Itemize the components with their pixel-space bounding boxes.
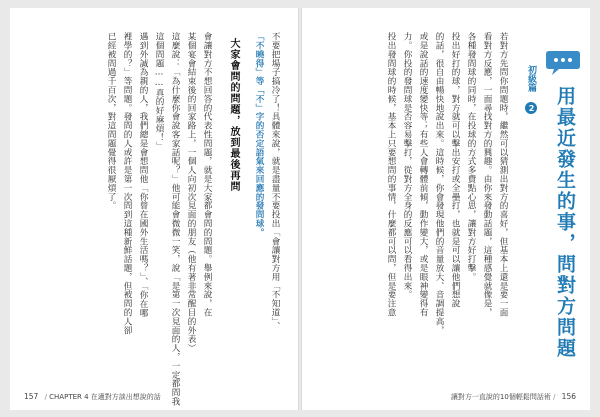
body-column-highlight: 「不曉得」等「不」字的否定語氣來回應的發問球。 [254, 32, 264, 237]
body-column: 這個問題……真的好麻煩！」 [154, 32, 164, 151]
body-column: 這麼說：「為什麼你會說客家話呢？」他可能會微微一笑，說「是第一次見面的人，一定都問我 [170, 32, 180, 406]
level-label: 初級篇 [526, 65, 536, 92]
page-footer [451, 392, 580, 402]
footer-chapter-title: 在適對方談出想說的話 [90, 393, 161, 401]
section-heading: 大家會問的問題，放到最後再問 [228, 38, 239, 192]
body-column: 某個宴會結束後的回家路上，一個人向初次見面的朋友（他有著非常醒目的外表） [186, 32, 196, 353]
chapter-title: 用最近發生的事，問對方問題 [554, 86, 576, 359]
footer-book-title: 讓對方一直說的10個輕鬆問話術 [450, 393, 551, 401]
body-column: 遇到外誠為親的人，我們總是會想問他「你曾在國外生活嗎？」、「你在哪 [138, 32, 148, 318]
level-badge [524, 65, 538, 114]
body-column: 不要把場子搞冷了！具體來說，就是盡量不要投出「會讓對方用「不知道」、 [270, 32, 280, 331]
body-column: 力。你投的發問球是否容易擊打，從對方全身的反應可以看得出來。 [402, 32, 412, 299]
footer-chapter: CHAPTER 4 [49, 393, 89, 401]
chapter-title-block [547, 86, 583, 359]
body-column: 投出發問球的時候，基本上只要想問的事情，什麼都可以問，但是要注意 [386, 32, 396, 317]
page-number: 156 [561, 392, 576, 401]
body-column: 已經被問過千百次，對這問題覺得很厭煩了。 [106, 32, 116, 210]
body-column: 或是說話的速度變快等；有些人會轉體前傾，動作變大，或是眼神變得有 [418, 32, 428, 317]
body-column: 會讓對方不想回答的代表性問題，就是大家都會問的問題。舉例來說，在 [202, 32, 212, 317]
left-page [10, 8, 298, 410]
body-column: 裡學的？」等問題。發問的人或許是第一次問到這種新鮮話題，但被問的人卻 [122, 32, 132, 335]
body-column: 的話，很自由暢快地說出來。這時候，你會發現他們的音量放大、音調提高， [434, 32, 444, 335]
right-page [302, 8, 590, 410]
page-number: 157 [24, 392, 39, 401]
speech-bubble-icon [545, 48, 581, 76]
body-column: 投出好打的球，對方就可以擊出安打或全壘打，也就是可以讓他們想說 [450, 32, 460, 308]
body-column: 各種發問球的同時，在投球的方式多費點心思，讓對方好打擊。 [466, 32, 476, 282]
footer-separator: / [553, 393, 556, 401]
body-column: 若對方先問你問題時，繼然可以猜測出對方的喜好，但基本上還是要一面 [498, 32, 508, 317]
level-number: 2 [527, 103, 536, 113]
page-footer [20, 392, 161, 402]
body-column: 看對方反應，一面尋找對方的興趣。由你來發動話題，這種感覺就像是， [482, 32, 492, 317]
footer-separator: / [44, 393, 47, 401]
